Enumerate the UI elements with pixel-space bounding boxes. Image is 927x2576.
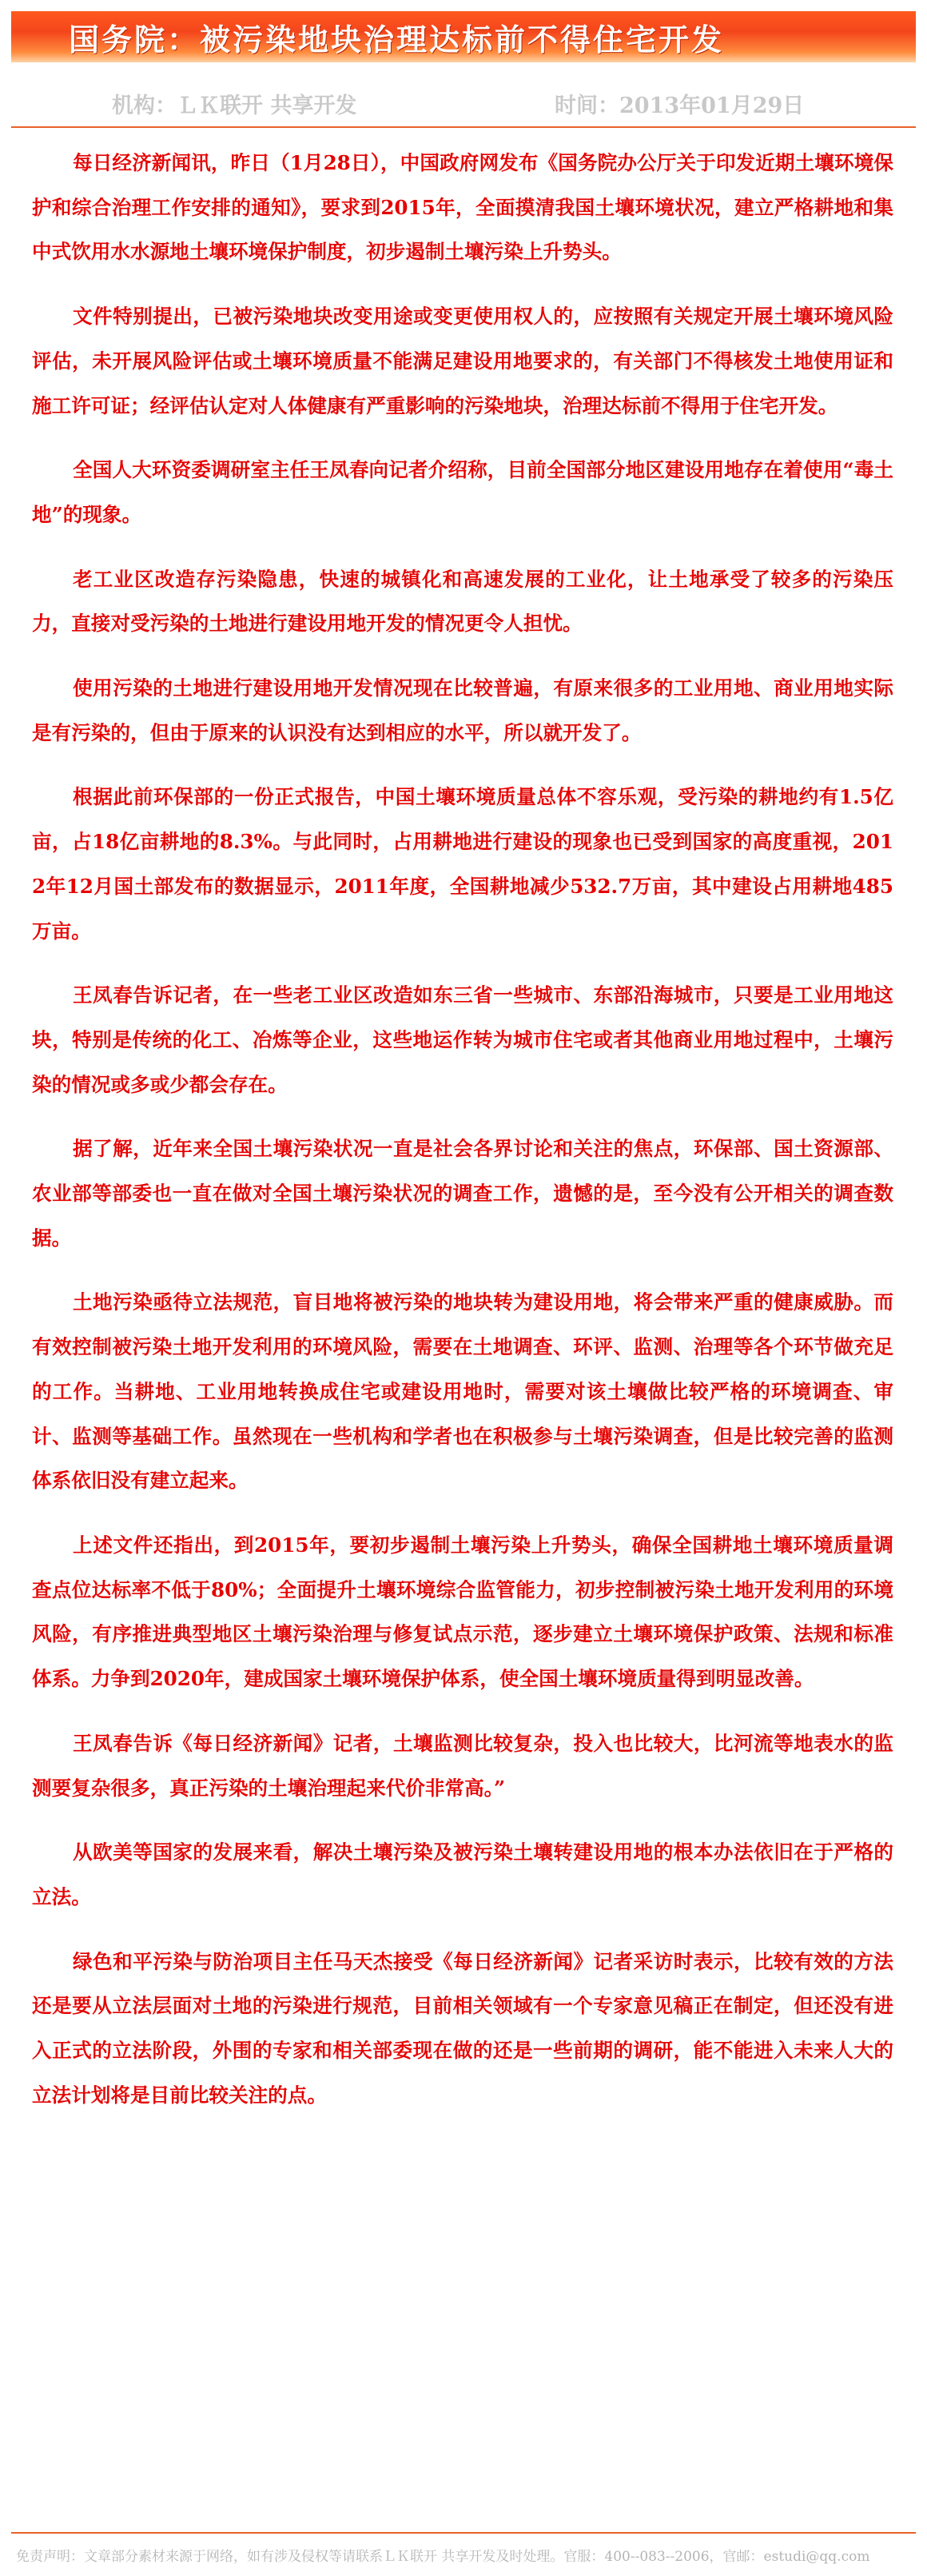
paragraph: 王凤春告诉记者，在一些老工业区改造如东三省一些城市、东部沿海城市，只要是工业用地这块，特别是传统的化工、冶炼等企业，这些地运作转为城市住宅或者其他商业用地过程中，土壤污染的情况或多或少都会存在。 <box>32 983 893 1096</box>
article-meta <box>0 85 927 117</box>
paragraph: 全国人大环资委调研室主任王凤春向记者介绍称，目前全国部分地区建设用地存在着使用“毒土地”的现象。 <box>32 458 893 526</box>
paragraph: 每日经济新闻讯，昨日（1月28日），中国政府网发布《国务院办公厅关于印发近期土壤环境保护和综合治理工作安排的通知》，要求到2015年，全面摸清我国土壤环境状况，建立严格耕地和集中式饮用水水源地土壤环境保护制度，初步遏制土壤污染上升势头。 <box>32 151 893 264</box>
paragraph: 绿色和平污染与防治项目主任马天杰接受《每日经济新闻》记者采访时表示，比较有效的方法还是要从立法层面对土地的污染进行规范，目前相关领域有一个专家意见稿正在制定，但还没有进入正式的立法阶段，外围的专家和相关部委现在做的还是一些前期的调研，能不能进入未来人大的立法计划将是目前比较关注的点。 <box>32 1949 893 2107</box>
paragraph: 王凤春告诉《每日经济新闻》记者，土壤监测比较复杂，投入也比较大，比河流等地表水的监测要复杂很多，真正污染的土壤治理起来代价非常高。” <box>32 1731 893 1800</box>
paragraph: 上述文件还指出，到2015年，要初步遏制土壤污染上升势头，确保全国耕地土壤环境质量调查点位达标率不低于80%；全面提升土壤环境综合监管能力，初步控制被污染土地开发利用的环境风险，有序推进典型地区土壤污染治理与修复试点示范，逐步建立土壤环境保护政策、法规和标准体系。力争到2020年，建成国家土壤环境保护体系，使全国土壤环境质量得到明显改善。 <box>32 1533 893 1691</box>
title-banner <box>11 11 916 62</box>
paragraph: 使用污染的土地进行建设用地开发情况现在比较普遍，有原来很多的工业用地、商业用地实际是有污染的，但由于原来的认识没有达到相应的水平，所以就开发了。 <box>32 676 893 744</box>
paragraph: 老工业区改造存污染隐患，快速的城镇化和高速发展的工业化，让土地承受了较多的污染压力，直接对受污染的土地进行建设用地开发的情况更令人担忧。 <box>32 567 893 636</box>
paragraph: 根据此前环保部的一份正式报告，中国土壤环境质量总体不容乐观，受污染的耕地约有1.5亿亩，占18亿亩耕地的8.3%。与此同时，占用耕地进行建设的现象也已受到国家的高度重视，2012年12月国土部发布的数据显示，2011年度，全国耕地减少532.7万亩，其中建设占用耕地485万亩。 <box>32 785 893 943</box>
header-divider <box>11 126 916 128</box>
footer-divider <box>11 2532 916 2534</box>
article-source: 机构：ＬＫ联开 共享开发 <box>112 94 357 118</box>
article-body <box>32 141 893 2137</box>
paragraph: 文件特别提出，已被污染地块改变用途或变更使用权人的，应按照有关规定开展土壤环境风险评估，未开展风险评估或土壤环境质量不能满足建设用地要求的，有关部门不得核发土地使用证和施工许可证；经评估认定对人体健康有严重影响的污染地块，治理达标前不得用于住宅开发。 <box>32 305 893 417</box>
page-title: 国务院：被污染地块治理达标前不得住宅开发 <box>69 21 725 58</box>
paragraph: 从欧美等国家的发展来看，解决土壤污染及被污染土壤转建设用地的根本办法依旧在于严格的立法。 <box>32 1840 893 1908</box>
article-date: 时间：2013年01月29日 <box>555 94 805 118</box>
paragraph: 土地污染亟待立法规范，盲目地将被污染的地块转为建设用地，将会带来严重的健康威胁。而有效控制被污染土地开发利用的环境风险，需要在土地调查、环评、监测、治理等各个环节做充足的工作。当耕地、工业用地转换成住宅或建设用地时，需要对该土壤做比较严格的环境调查、审计、监测等基础工作。虽然现在一些机构和学者也在积极参与土壤污染调查，但是比较完善的监测体系依旧没有建立起来。 <box>32 1290 893 1493</box>
disclaimer-footer: 免责声明：文章部分素材来源于网络，如有涉及侵权等请联系ＬＫ联开 共享开发及时处理。官服：400--083--2006，官邮：estudi@qq.com <box>16 2549 870 2565</box>
paragraph: 据了解，近年来全国土壤污染状况一直是社会各界讨论和关注的焦点，环保部、国土资源部、农业部等部委也一直在做对全国土壤污染状况的调查工作，遗憾的是，至今没有公开相关的调查数据。 <box>32 1137 893 1250</box>
